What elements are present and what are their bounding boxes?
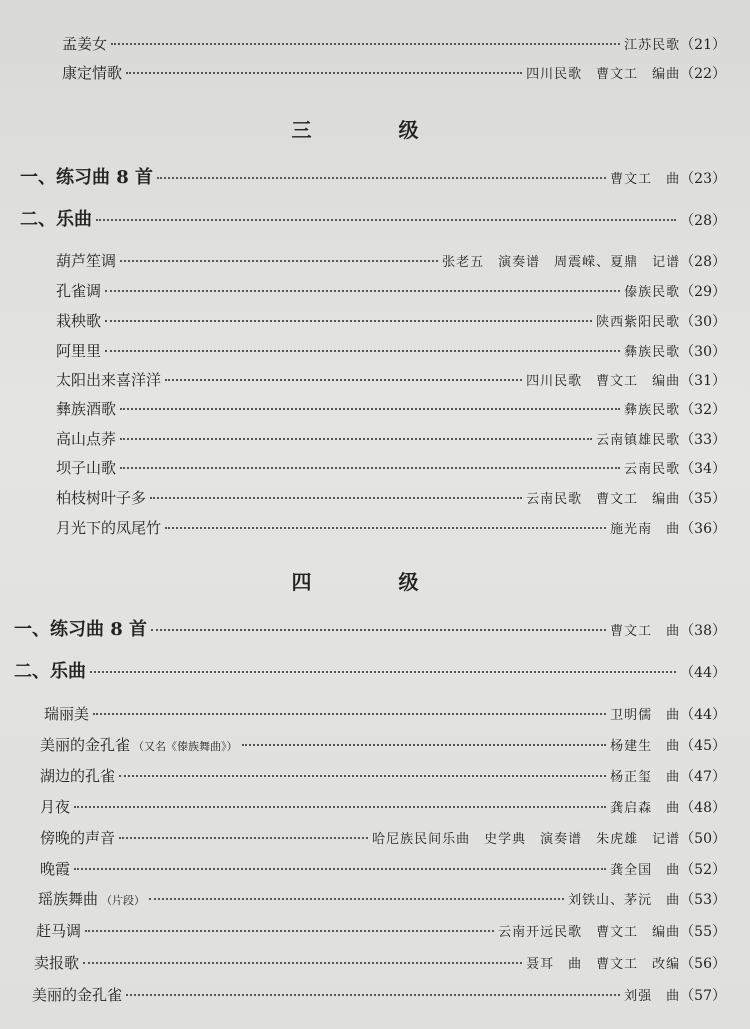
dot-leader xyxy=(150,497,522,499)
entry-title: 湖边的孔雀 xyxy=(40,767,116,785)
entry-credit: 聂耳 曲 曹文工 改编 xyxy=(526,957,681,972)
toc-entry xyxy=(56,281,726,303)
entry-credit: 云南开远民歌 曹文工 编曲 xyxy=(498,925,681,940)
entry-title: 一、练习曲 8 首 xyxy=(20,167,154,188)
dot-leader xyxy=(120,260,438,262)
entry-title: 彝族酒歌 xyxy=(56,400,117,418)
entry-title: 赶马调 xyxy=(36,922,82,940)
toc-entry xyxy=(56,370,726,392)
toc-section-etudes xyxy=(20,168,726,190)
entry-credit: 刘强 曲 xyxy=(624,989,681,1004)
entry-page: （36） xyxy=(680,521,726,537)
entry-page: （28） xyxy=(680,254,726,270)
dot-leader xyxy=(105,290,620,292)
entry-title: 月光下的凤尾竹 xyxy=(56,519,162,537)
entry-credit: 江苏民歌 xyxy=(624,38,681,53)
entry-title: 高山点荞 xyxy=(56,430,117,448)
entry-title: 康定情歌 xyxy=(62,64,123,82)
entry-page: （32） xyxy=(680,402,726,418)
dot-leader xyxy=(83,962,522,964)
dot-leader xyxy=(120,467,620,469)
entry-page: （50） xyxy=(680,831,726,847)
entry-title: 美丽的金孔雀 xyxy=(32,986,123,1004)
entry-credit: 哈尼族民间乐曲 史学典 演奏谱 朱虎雄 记谱 xyxy=(372,832,681,847)
dot-leader xyxy=(157,177,606,179)
entry-title: 柏枝树叶子多 xyxy=(56,489,147,507)
dot-leader xyxy=(96,219,676,221)
toc-entry xyxy=(56,518,726,540)
dot-leader xyxy=(119,775,606,777)
section-heading-level3: 三 级 xyxy=(291,118,459,142)
entry-credit: 四川民歌 曹文工 编曲 xyxy=(526,374,681,389)
entry-page: （30） xyxy=(680,344,726,360)
entry-title: 傍晚的声音 xyxy=(40,829,116,847)
entry-credit: 云南民歌 xyxy=(624,462,681,477)
entry-page: （31） xyxy=(680,373,726,389)
entry-title: 孟姜女 xyxy=(62,35,108,53)
toc-entry xyxy=(56,429,726,451)
entry-subtitle: （片段） xyxy=(101,894,146,907)
entry-page: （52） xyxy=(680,862,726,878)
entry-credit: 傣族民歌 xyxy=(624,285,681,300)
entry-credit: 四川民歌 曹文工 编曲 xyxy=(526,67,681,82)
entry-page: （34） xyxy=(680,461,726,477)
entry-page: （56） xyxy=(680,956,726,972)
entry-page: （35） xyxy=(680,491,726,507)
entry-title: 太阳出来喜洋洋 xyxy=(56,371,162,389)
entry-page: （48） xyxy=(680,800,726,816)
entry-credit: 杨正玺 曲 xyxy=(610,770,681,785)
entry-title: 月夜 xyxy=(40,798,71,816)
dot-leader xyxy=(120,438,592,440)
entry-credit: 曹文工 曲 xyxy=(610,624,681,639)
dot-leader xyxy=(90,671,676,673)
dot-leader xyxy=(165,379,522,381)
entry-credit: 曹文工 曲 xyxy=(610,172,681,187)
entry-credit: 云南镇雄民歌 xyxy=(596,433,681,448)
dot-leader xyxy=(85,930,494,932)
entry-title: 栽秧歌 xyxy=(56,312,102,330)
entry-page: （47） xyxy=(680,769,726,785)
dot-leader xyxy=(120,408,620,410)
toc-entry xyxy=(40,828,726,850)
entry-title: 坝子山歌 xyxy=(56,459,117,477)
dot-leader xyxy=(74,806,606,808)
entry-title: 孔雀调 xyxy=(56,282,102,300)
toc-entry xyxy=(36,921,726,943)
toc-entry xyxy=(34,953,726,975)
entry-title: 二、乐曲 xyxy=(20,209,92,230)
entry-page: （30） xyxy=(680,314,726,330)
dot-leader xyxy=(105,350,620,352)
entry-title: 阿里里 xyxy=(56,342,102,360)
entry-credit: 施光南 曲 xyxy=(610,522,681,537)
toc-entry xyxy=(56,458,726,480)
entry-page: （33） xyxy=(680,432,726,448)
toc-entry xyxy=(40,797,726,819)
entry-title: 瑞丽美 xyxy=(44,705,90,723)
entry-credit: 刘铁山、茅沅 曲 xyxy=(568,893,681,908)
entry-page: （55） xyxy=(680,924,726,940)
entry-page: （29） xyxy=(680,284,726,300)
entry-subtitle: （又名《傣族舞曲》） xyxy=(133,740,238,753)
entry-title: 二、乐曲 xyxy=(14,661,86,682)
entry-credit: 彝族民歌 xyxy=(624,403,681,418)
dot-leader xyxy=(242,744,607,746)
toc-section-pieces xyxy=(14,662,726,683)
entry-title: 美丽的金孔雀 xyxy=(40,736,131,754)
dot-leader xyxy=(119,837,368,839)
entry-credit: 彝族民歌 xyxy=(624,345,681,360)
entry-title: 晚霞 xyxy=(40,860,71,878)
dot-leader xyxy=(105,320,592,322)
toc-entry xyxy=(40,766,726,788)
entry-title: 葫芦笙调 xyxy=(56,252,117,270)
toc-entry xyxy=(62,63,726,85)
entry-credit: 卫明儒 曲 xyxy=(610,708,681,723)
entry-page: （28） xyxy=(680,213,726,229)
dot-leader xyxy=(74,868,606,870)
entry-page: （21） xyxy=(680,37,726,53)
toc-entry xyxy=(32,985,726,1007)
entry-credit: 龚启森 曲 xyxy=(610,801,681,816)
entry-page: （53） xyxy=(680,892,726,908)
entry-page: （38） xyxy=(680,623,726,639)
dot-leader xyxy=(151,629,606,631)
toc-entry xyxy=(56,341,726,363)
entry-credit: 云南民歌 曹文工 编曲 xyxy=(526,492,681,507)
toc-entry xyxy=(40,735,726,757)
dot-leader xyxy=(126,994,620,996)
toc-entry xyxy=(62,34,726,56)
section-heading-level4: 四 级 xyxy=(291,570,459,594)
dot-leader xyxy=(165,527,606,529)
toc-entry xyxy=(44,704,726,726)
entry-credit: 陕西紫阳民歌 xyxy=(596,315,681,330)
entry-page: （23） xyxy=(680,171,726,187)
toc-section-pieces xyxy=(20,210,726,231)
dot-leader xyxy=(93,713,606,715)
entry-page: （44） xyxy=(680,665,726,681)
toc-entry xyxy=(56,399,726,421)
entry-credit: 张老五 演奏谱 周震嵘、夏鼎 记谱 xyxy=(442,255,681,270)
toc-entry xyxy=(56,251,726,273)
entry-title: 一、练习曲 8 首 xyxy=(14,619,148,640)
dot-leader xyxy=(111,43,620,45)
toc-section-etudes xyxy=(14,620,726,642)
entry-credit: 龚全国 曲 xyxy=(610,863,681,878)
toc-entry xyxy=(56,311,726,333)
dot-leader xyxy=(149,898,564,900)
toc-entry xyxy=(40,859,726,881)
entry-page: （22） xyxy=(680,66,726,82)
dot-leader xyxy=(126,72,522,74)
toc-entry xyxy=(38,889,726,911)
entry-page: （57） xyxy=(680,988,726,1004)
entry-page: （44） xyxy=(680,707,726,723)
entry-page: （45） xyxy=(680,738,726,754)
entry-title: 瑶族舞曲 xyxy=(38,890,99,908)
entry-title: 卖报歌 xyxy=(34,954,80,972)
toc-entry xyxy=(56,488,726,510)
entry-credit: 杨建生 曲 xyxy=(610,739,681,754)
